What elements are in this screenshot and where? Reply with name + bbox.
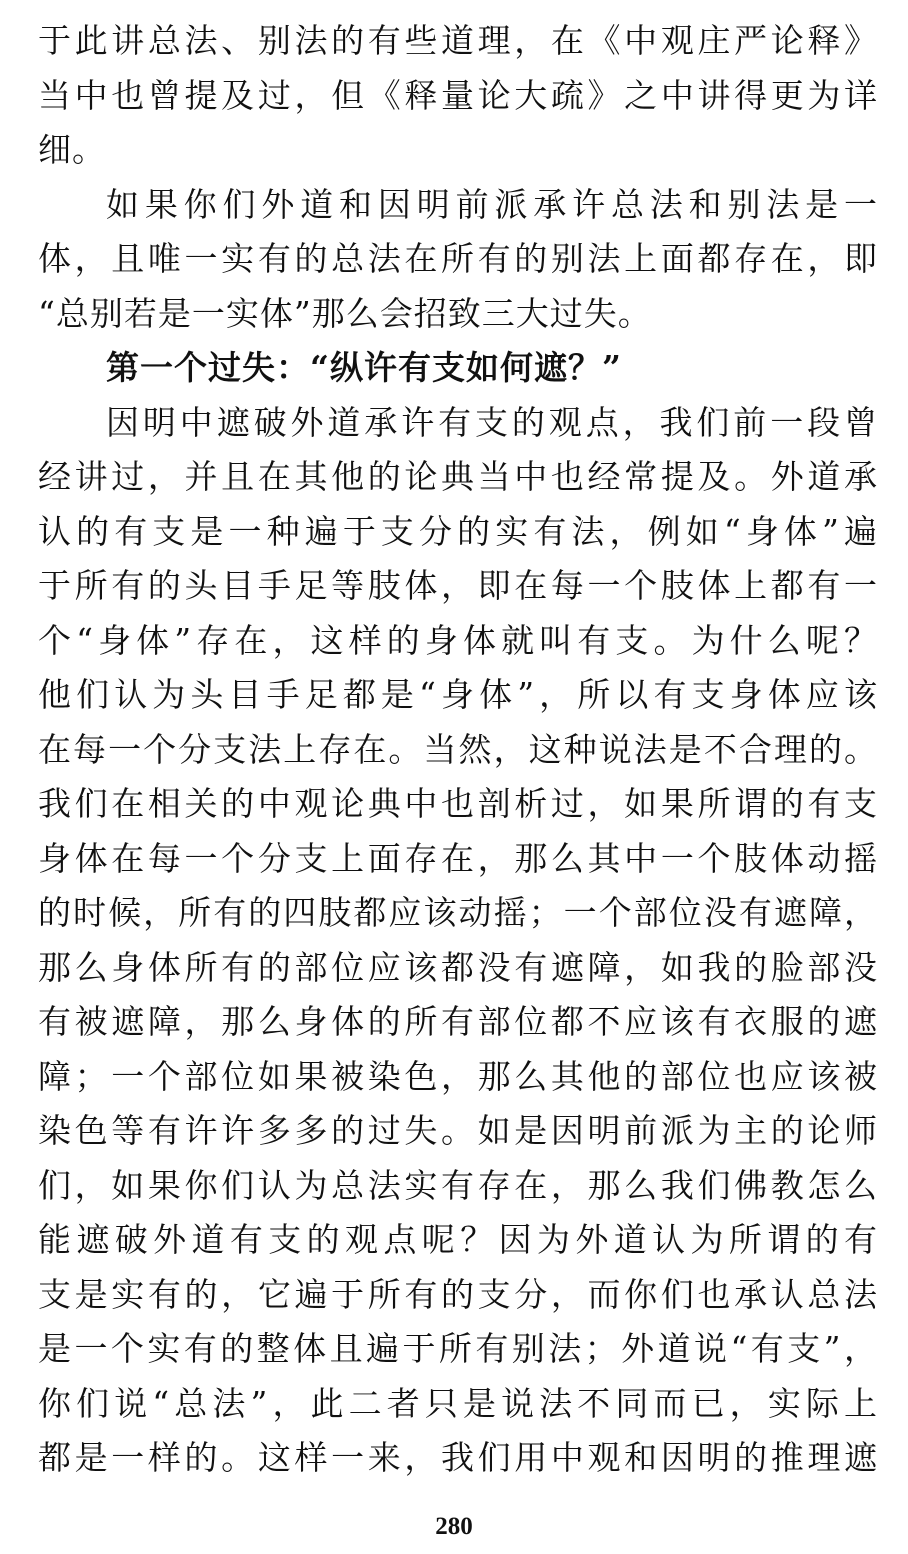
section-heading: 第一个过失：“纵许有支如何遮？” (106, 348, 622, 387)
text-line: 他们认为头目手足都是“身体”，所以有支身体应该 (38, 675, 878, 714)
text-line: 你们说“总法”，此二者只是说法不同而已，实际上 (38, 1383, 878, 1423)
text-line: 障；一个部位如果被染色，那么其他的部位也应该被 (38, 1056, 878, 1096)
text-line: 细。 (38, 130, 106, 169)
text-line: 于所有的头目手足等肢体，即在每一个肢体上都有一 (38, 566, 878, 605)
text-line: 都是一样的。这样一来，我们用中观和因明的推理遮 (38, 1438, 878, 1477)
text-line: 经讲过，并且在其他的论典当中也经常提及。外道承 (38, 457, 878, 496)
text-line: 当中也曾提及过，但《释量论大疏》之中讲得更为详 (38, 75, 878, 115)
text-line: 有被遮障，那么身体的所有部位都不应该有衣服的遮 (38, 1002, 878, 1041)
text-line: “总别若是一实体”那么会招致三大过失。 (38, 293, 652, 333)
text-line: 支是实有的，它遍于所有的支分，而你们也承认总法 (38, 1274, 878, 1314)
text-line: 如果你们外道和因明前派承许总法和别法是一 (106, 184, 878, 224)
text-line: 我们在相关的中观论典中也剖析过，如果所谓的有支 (38, 784, 878, 823)
text-line: 们，如果你们认为总法实有存在，那么我们佛教怎么 (38, 1165, 878, 1205)
text-line: 认的有支是一种遍于支分的实有法，例如“身体”遍 (38, 511, 878, 551)
text-line: 那么身体所有的部位应该都没有遮障，如我的脸部没 (38, 947, 878, 987)
text-line: 身体在每一个分支上面存在，那么其中一个肢体动摇 (38, 838, 878, 878)
text-line: 的时候，所有的四肢都应该动摇；一个部位没有遮障， (38, 893, 878, 932)
text-line: 个“身体”存在，这样的身体就叫有支。为什么呢？ (38, 620, 878, 660)
text-line: 染色等有许许多多的过失。如是因明前派为主的论师 (38, 1111, 878, 1150)
text-line: 于此讲总法、别法的有些道理，在《中观庄严论释》 (38, 21, 878, 60)
text-line: 体，且唯一实有的总法在所有的别法上面都存在，即 (38, 239, 878, 278)
text-line: 是一个实有的整体且遍于所有别法；外道说“有支”， (38, 1329, 878, 1368)
document-body (38, 14, 878, 1486)
text-line: 因明中遮破外道承许有支的观点，我们前一段曾 (106, 402, 878, 442)
page-number: 280 (435, 1513, 473, 1540)
text-line: 能遮破外道有支的观点呢？因为外道认为所谓的有 (38, 1220, 878, 1259)
text-line: 在每一个分支法上存在。当然，这种说法是不合理的。 (38, 729, 878, 769)
